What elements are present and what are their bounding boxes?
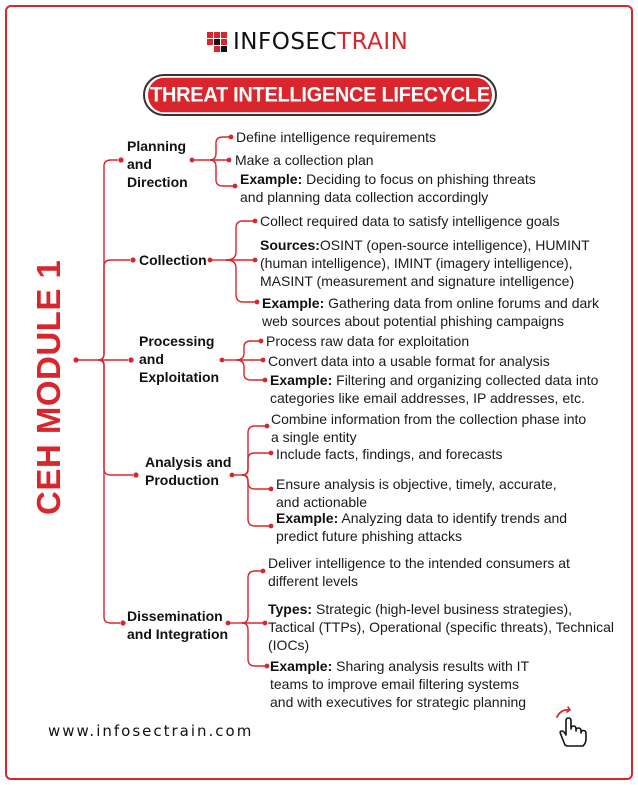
dissemination-item-example [270, 657, 529, 711]
branch-analysis [98, 360, 133, 475]
website-url[interactable]: www.infosectrain.com [48, 722, 254, 740]
item-line: Process raw data for exploitation [266, 333, 470, 349]
item-line: Filtering and organizing collected data into [336, 372, 599, 388]
item-line: Convert data into a usable format for analysis [268, 353, 550, 369]
item-label: Example: [276, 510, 339, 526]
collection-item-sources [260, 236, 590, 290]
item-line: Strategic (high-level business strategies), [315, 601, 572, 617]
node-dot [133, 472, 138, 477]
branch-dissemination [98, 360, 120, 623]
item-line: Make a collection plan [235, 152, 374, 168]
item-line: Deliver intelligence to the intended consumers at [268, 555, 570, 571]
item-line: Tactical (TTPs), Operational (specific threats), Technical [268, 619, 614, 635]
item-label: Example: [270, 658, 333, 674]
item-label: Example: [270, 372, 333, 388]
page-title: THREAT INTELLIGENCE LIFECYCLE [148, 78, 492, 113]
item-line: Ensure analysis is objective, timely, accurate, [276, 476, 557, 492]
dissemination-item-types [268, 600, 614, 654]
item-line: and with executives for strategic planning [270, 694, 527, 710]
stage-label-line: and [139, 351, 164, 367]
stage-label-line: Dissemination [127, 608, 223, 624]
item-line: web sources about potential phishing campaigns [262, 313, 564, 329]
collection-item-collect [260, 212, 560, 230]
analysis-item-objective [276, 475, 557, 511]
brand-name-part2: TRAIN [337, 29, 409, 55]
item-line: Sharing analysis results with IT [336, 658, 530, 674]
item-line: categories like email addresses, IP addresses, etc. [270, 390, 585, 406]
stage-collection [139, 251, 207, 269]
planning-item-collection-plan [235, 151, 374, 169]
node-dot [120, 620, 125, 625]
branch-collection [98, 260, 130, 360]
item-line: Combine information from the collection phase into [271, 411, 587, 427]
item-line: Deciding to focus on phishing threats [306, 171, 536, 187]
dissemination-item-deliver [268, 554, 570, 590]
side-module-label: CEH MODULE 1 [30, 259, 67, 515]
node-dot [130, 257, 135, 262]
item-line: different levels [268, 573, 359, 589]
item-line: teams to improve email filtering systems [270, 676, 519, 692]
stage-planning [127, 137, 188, 191]
item-line: and planning data collection accordingly [240, 189, 489, 205]
item-line: Define intelligence requirements [236, 129, 436, 145]
stage-dissemination [127, 607, 228, 643]
processing-item-example [270, 371, 598, 407]
stage-label-line: and [127, 156, 152, 172]
node-dot [118, 157, 123, 162]
stage-label-line: and Integration [127, 626, 229, 642]
item-label: Types: [268, 601, 313, 617]
item-line: Analyzing data to identify trends and [341, 510, 568, 526]
item-line: (IOCs) [268, 637, 310, 653]
analysis-item-example [276, 509, 567, 545]
stage-processing [139, 332, 219, 386]
analysis-item-facts [276, 445, 502, 463]
stage-label-line: Direction [127, 174, 188, 190]
collection-item-example [262, 294, 599, 330]
stage-analysis [145, 453, 231, 489]
item-line: (human intelligence), IMINT (imagery intelligence), [260, 255, 573, 271]
item-line: a single entity [271, 429, 357, 445]
item-line: Include facts, findings, and forecasts [276, 446, 503, 462]
item-label: Sources: [260, 237, 320, 253]
item-line: OSINT (open-source intelligence), HUMINT [319, 237, 590, 253]
item-line: and actionable [276, 494, 368, 510]
processing-item-convert [268, 352, 550, 370]
item-label: Example: [240, 171, 303, 187]
pointer-hand-icon [551, 705, 591, 749]
item-line: Gathering data from online forums and dark [328, 295, 599, 311]
stage-label-line: Exploitation [139, 369, 220, 385]
stage-label-line: Collection [139, 252, 207, 268]
planning-item-requirements [236, 128, 436, 146]
stage-label-line: Analysis and [145, 454, 232, 470]
item-line: Collect required data to satisfy intelligence goals [260, 213, 560, 229]
processing-item-raw-data [266, 332, 469, 350]
item-label: Example: [262, 295, 325, 311]
node-dot [128, 357, 133, 362]
item-line: MASINT (measurement and signature intelligence) [260, 273, 575, 289]
item-line: predict future phishing attacks [276, 528, 462, 544]
stage-label-line: Production [145, 472, 219, 488]
stage-label-line: Processing [139, 333, 215, 349]
brand-name-part1: INFOSEC [233, 29, 338, 55]
analysis-item-combine [271, 410, 586, 446]
stage-label-line: Planning [127, 138, 187, 154]
planning-item-example [240, 170, 536, 206]
